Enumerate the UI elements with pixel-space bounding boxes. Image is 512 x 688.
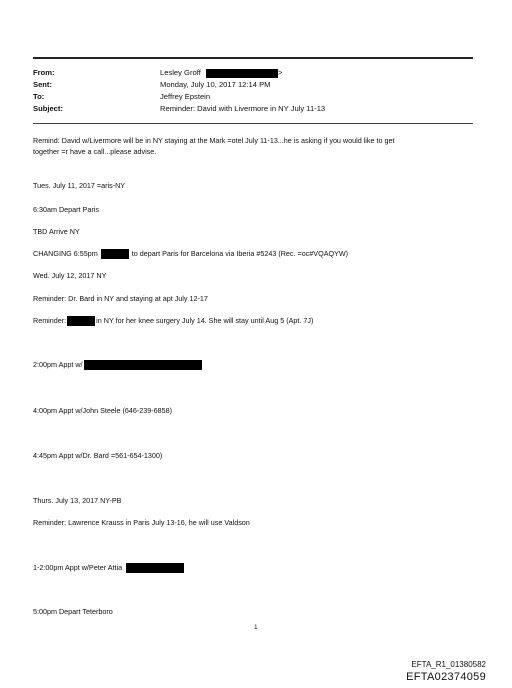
appt-2pm-text: 2:00pm Appt w/ [33, 360, 83, 369]
line-depart-paris: 6:30am Depart Paris [33, 205, 99, 214]
line-bard-reminder: Reminder: Dr. Bard in NY and staying at apt July 12-17 [33, 294, 208, 303]
redaction-box [84, 360, 202, 370]
from-row [33, 67, 473, 79]
intro-line-1: Remind: David w/Livermore will be in NY staying at the Mark =otel July 11-13...he is asking if you would like to get [33, 136, 395, 145]
from-name: Lesley Groff [160, 68, 201, 77]
line-wed: Wed. July 12, 2017 NY [33, 271, 107, 280]
reminder-suffix: in NY for her knee surgery July 14. She will stay until Aug 5 (Apt. 7J) [96, 316, 314, 325]
subject-label: Subject: [33, 104, 63, 113]
line-changing [33, 249, 348, 259]
to-label: To: [33, 92, 45, 101]
attia-text: 1-2:00pm Appt w/Peter Attia [33, 563, 123, 572]
intro-line-2: together =r have a call...please advise. [33, 146, 157, 156]
from-label: From: [33, 68, 55, 77]
redaction-box [101, 249, 129, 259]
line-surgery-reminder [33, 316, 313, 326]
reminder-prefix: Reminder: [33, 316, 67, 325]
line-depart-teterboro: 5:00pm Depart Teterboro [33, 607, 113, 616]
subject-value: Reminder: David with Livermore in NY July 11-13 [160, 104, 326, 113]
sent-label: Sent: [33, 80, 52, 89]
sent-value: Monday, July 10, 2017 12:14 PM [160, 80, 271, 89]
email-header [33, 67, 473, 115]
line-krauss-reminder: Reminder: Lawrence Krauss in Paris July 13-16, he will use Valdson [33, 518, 250, 527]
line-4pm-appt: 4:00pm Appt w/John Steele (646-239-6858) [33, 406, 173, 415]
sent-row [33, 79, 473, 91]
page-number: 1 [254, 624, 258, 631]
intro-paragraph [33, 136, 473, 157]
header-top-rule [33, 57, 473, 59]
line-tbd-arrive: TBD Arrive NY [33, 227, 80, 236]
to-value: Jeffrey Epstein [160, 92, 211, 101]
line-attia-appt [33, 563, 184, 573]
redaction-box [206, 69, 278, 78]
bates-stamp-small: EFTA_R1_01380582 [411, 660, 486, 669]
changing-prefix: CHANGING 6:55pm [33, 249, 98, 258]
subject-row [33, 103, 473, 115]
line-445pm-appt: 4:45pm Appt w/Dr. Bard =561-654-1300) [33, 451, 163, 460]
line-2pm-appt [33, 360, 202, 370]
redaction-box [126, 563, 184, 573]
changing-suffix: to depart Paris for Barcelona via Iberia #5243 (Rec. =oc#VQAQYW) [131, 249, 349, 258]
bates-stamp-large: EFTA02374059 [406, 671, 486, 683]
header-bottom-rule [33, 123, 473, 124]
line-tues: Tues. July 11, 2017 =aris-NY [33, 181, 126, 190]
line-thurs: Thurs. July 13, 2017 NY-PB [33, 496, 122, 505]
from-suffix: > [277, 68, 283, 77]
to-row [33, 91, 473, 103]
redaction-box [67, 316, 95, 326]
from-value [160, 67, 473, 79]
